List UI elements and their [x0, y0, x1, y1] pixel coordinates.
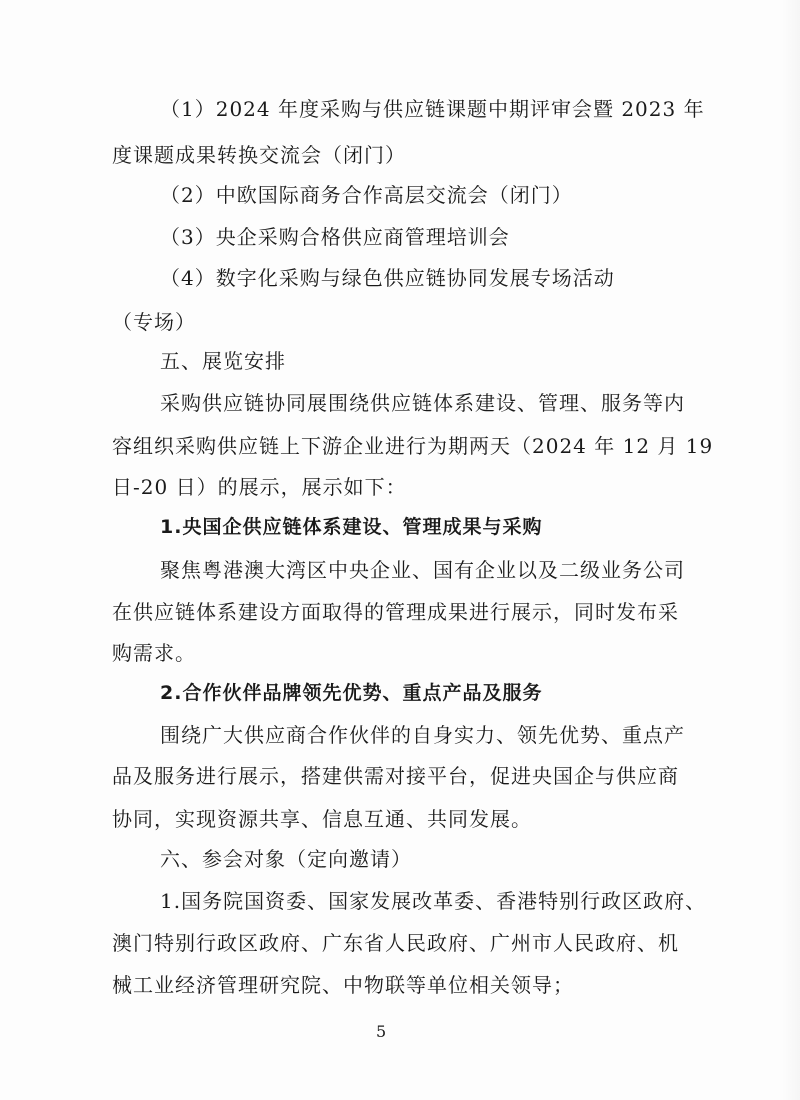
subheading-1: 1.央国企供应链体系建设、管理成果与采购: [160, 516, 543, 538]
subsection-2-line1: 围绕广大供应商合作伙伴的自身实力、领先优势、重点产: [160, 723, 685, 747]
exhibition-paragraph-line1: 采购供应链协同展围绕供应链体系建设、管理、服务等内: [160, 391, 685, 415]
agenda-item-4-line1: （4）数字化采购与绿色供应链协同发展专场活动: [160, 266, 615, 290]
attendees-item-1-line2: 澳门特别行政区政府、广东省人民政府、广州市人民政府、机: [112, 931, 679, 955]
agenda-item-1-line1: （1）2024 年度采购与供应链课题中期评审会暨 2023 年: [160, 97, 705, 121]
subsection-2-line3: 协同，实现资源共享、信息互通、共同发展。: [112, 807, 532, 831]
subheading-2: 2.合作伙伴品牌领先优势、重点产品及服务: [160, 682, 543, 704]
subsection-1-line3: 购需求。: [112, 641, 196, 665]
agenda-item-3: （3）央企采购合格供应商管理培训会: [160, 225, 510, 249]
attendees-item-1-line1: 1.国务院国资委、国家发展改革委、香港特别行政区政府、: [160, 889, 707, 913]
subsection-1-line1: 聚焦粤港澳大湾区中央企业、国有企业以及二级业务公司: [160, 558, 685, 582]
exhibition-paragraph-line2: 容组织采购供应链上下游企业进行为期两天（2024 年 12 月 19: [112, 434, 714, 458]
section-heading-exhibition: 五、展览安排: [160, 349, 286, 373]
subsection-2-line2: 品及服务进行展示，搭建供需对接平台，促进央国企与供应商: [112, 764, 679, 788]
agenda-item-2: （2）中欧国际商务合作高层交流会（闭门）: [160, 183, 573, 207]
exhibition-paragraph-line3: 日-20 日）的展示，展示如下：: [112, 475, 407, 499]
subsection-1-line2: 在供应链体系建设方面取得的管理成果进行展示，同时发布采: [112, 600, 679, 624]
page-number: 5: [376, 1022, 387, 1041]
agenda-item-1-line2: 度课题成果转换交流会（闭门）: [112, 143, 406, 167]
agenda-item-4-line2: （专场）: [112, 310, 196, 334]
section-heading-attendees: 六、参会对象（定向邀请）: [160, 847, 412, 871]
scan-edge-shadow: [782, 0, 800, 1100]
attendees-item-1-line3: 械工业经济管理研究院、中物联等单位相关领导；: [112, 973, 574, 997]
